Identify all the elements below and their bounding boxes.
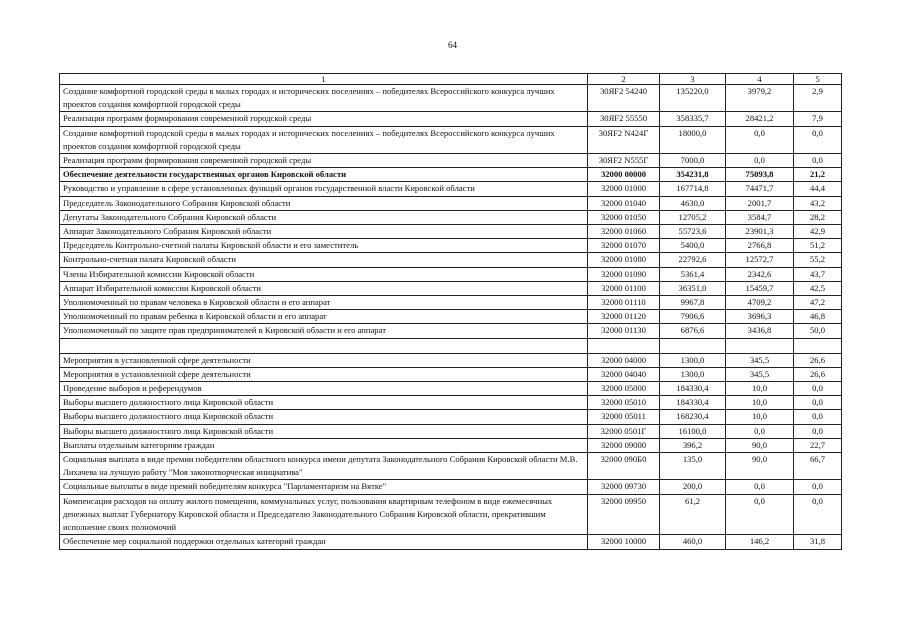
row-value4-cell: 10,0 [726, 382, 794, 396]
row-name-cell: Депутаты Законодательного Собрания Кировской области [60, 210, 588, 224]
row-value5-cell: 0,0 [794, 494, 842, 535]
row-value5-cell: 21,2 [794, 168, 842, 182]
row-value3-cell: 18000,0 [660, 126, 726, 153]
table-row [60, 154, 842, 168]
table-row [60, 112, 842, 126]
row-value4-cell: 3436,8 [726, 324, 794, 338]
table-row [60, 410, 842, 424]
row-name-cell: Компенсация расходов на оплату жилого помещения, коммунальных услуг, пользования квартирным телефоном в виде ежемесячных денежных выплат Губернатору Кировской области и Председателю Законодательного Собрания Кировской области, прекратившим исполнение своих полномочий [60, 494, 588, 535]
row-name-cell: Аппарат Законодательного Собрания Кировской области [60, 225, 588, 239]
row-name-cell: Выборы высшего должностного лица Кировской области [60, 396, 588, 410]
table-row [60, 453, 842, 480]
table-row [60, 396, 842, 410]
row-name-cell: Руководство и управление в сфере установленных функций органов государственной власти Кировской области [60, 182, 588, 196]
row-value4-cell: 90,0 [726, 438, 794, 452]
row-name-cell: Председатель Законодательного Собрания Кировской области [60, 196, 588, 210]
row-name-cell: Выплаты отдельным категориям граждан [60, 438, 588, 452]
row-value4-cell: 4709,2 [726, 296, 794, 310]
row-value3-cell: 135220,0 [660, 85, 726, 112]
row-value4-cell: 0,0 [726, 126, 794, 153]
row-value4-cell: 10,0 [726, 410, 794, 424]
row-value5-cell: 43,2 [794, 196, 842, 210]
row-name-cell: Реализация программ формирования современной городской среды [60, 112, 588, 126]
row-value3-cell: 354231,8 [660, 168, 726, 182]
row-code-cell: 32000 01110 [588, 296, 660, 310]
row-code-cell: 32000 09730 [588, 480, 660, 494]
row-value5-cell: 22,7 [794, 438, 842, 452]
row-code-cell: 32000 01050 [588, 210, 660, 224]
row-value3-cell: 22792,6 [660, 253, 726, 267]
row-value5-cell: 0,0 [794, 424, 842, 438]
row-value3-cell: 6876,6 [660, 324, 726, 338]
row-code-cell: 32000 04040 [588, 367, 660, 381]
row-value4-cell: 28421,2 [726, 112, 794, 126]
row-value5-cell: 55,2 [794, 253, 842, 267]
row-value5-cell: 28,2 [794, 210, 842, 224]
table-row [60, 367, 842, 381]
row-name-cell: Мероприятия в установленной сфере деятельности [60, 353, 588, 367]
row-name-cell: Социальная выплата в виде премии победителям областного конкурса имени депутата Законодательного Собрания Кировской области М.В. Лихачева на лучшую работу "Моя законотворческая инициатива" [60, 453, 588, 480]
row-value5-cell: 42,9 [794, 225, 842, 239]
row-code-cell: 32000 01130 [588, 324, 660, 338]
row-code-cell: 32000 01120 [588, 310, 660, 324]
row-code-cell: 32000 09950 [588, 494, 660, 535]
row-name-cell: Председатель Контрольно-счетной палаты Кировской области и его заместитель [60, 239, 588, 253]
row-code-cell: 32000 01080 [588, 253, 660, 267]
row-value5-cell: 26,6 [794, 353, 842, 367]
row-value5-cell: 46,8 [794, 310, 842, 324]
row-value4-cell: 2001,7 [726, 196, 794, 210]
row-value4-cell: 0,0 [726, 480, 794, 494]
row-value5-cell: 31,8 [794, 535, 842, 549]
row-value4-cell: 345,5 [726, 367, 794, 381]
row-value3-cell: 460,0 [660, 535, 726, 549]
row-value4-cell: 3584,7 [726, 210, 794, 224]
row-value3-cell: 4630,0 [660, 196, 726, 210]
table-row [60, 196, 842, 210]
row-name-cell: Создание комфортной городской среды в малых городах и исторических поселениях – победителях Всероссийского конкурса лучших проектов создания комфортной городской среды [60, 126, 588, 153]
table-row [60, 225, 842, 239]
row-value5-cell: 0,0 [794, 126, 842, 153]
row-value4-cell: 146,2 [726, 535, 794, 549]
row-value4-cell: 0,0 [726, 154, 794, 168]
row-value3-cell: 55723,6 [660, 225, 726, 239]
table-row [60, 535, 842, 549]
table-row [60, 267, 842, 281]
row-code-cell: 32000 05000 [588, 382, 660, 396]
row-value3-cell: 396,2 [660, 438, 726, 452]
table-row [60, 296, 842, 310]
row-value4-cell: 345,5 [726, 353, 794, 367]
row-name-cell: Уполномоченный по защите прав предпринимателей в Кировской области и его аппарат [60, 324, 588, 338]
row-value3-cell: 184330,4 [660, 396, 726, 410]
row-code-cell: 32000 05010 [588, 396, 660, 410]
row-value3-cell: 168230,4 [660, 410, 726, 424]
row-value4-cell: 10,0 [726, 396, 794, 410]
column-header: 4 [726, 74, 794, 85]
row-value5-cell: 2,9 [794, 85, 842, 112]
table-body [60, 85, 842, 550]
table-row [60, 424, 842, 438]
row-value3-cell: 200,0 [660, 480, 726, 494]
row-value5-cell: 0,0 [794, 154, 842, 168]
row-name-cell: Выборы высшего должностного лица Кировской области [60, 410, 588, 424]
row-code-cell: 30ЯF2 N424Г [588, 126, 660, 153]
row-value4-cell: 2766,8 [726, 239, 794, 253]
row-name-cell [60, 338, 588, 353]
row-code-cell: 32000 01060 [588, 225, 660, 239]
row-name-cell: Члены Избирательной комиссии Кировской области [60, 267, 588, 281]
row-value4-cell: 75093,8 [726, 168, 794, 182]
table-row [60, 310, 842, 324]
row-name-cell: Реализация программ формирования современной городской среды [60, 154, 588, 168]
row-value5-cell: 43,7 [794, 267, 842, 281]
column-header: 2 [588, 74, 660, 85]
row-name-cell: Выборы высшего должностного лица Кировской области [60, 424, 588, 438]
table-header-row [60, 74, 842, 85]
row-code-cell: 32000 01000 [588, 182, 660, 196]
row-value3-cell: 9967,8 [660, 296, 726, 310]
row-name-cell: Мероприятия в установленной сфере деятельности [60, 367, 588, 381]
row-value3-cell: 7906,6 [660, 310, 726, 324]
row-value5-cell: 44,4 [794, 182, 842, 196]
row-code-cell: 32000 01040 [588, 196, 660, 210]
table-row [60, 126, 842, 153]
row-code-cell: 32000 01070 [588, 239, 660, 253]
column-header: 5 [794, 74, 842, 85]
row-code-cell: 32000 0501Г [588, 424, 660, 438]
row-value4-cell: 15459,7 [726, 281, 794, 295]
row-value5-cell: 0,0 [794, 396, 842, 410]
row-value4-cell: 12572,7 [726, 253, 794, 267]
row-name-cell: Обеспечение мер социальной поддержки отдельных категорий граждан [60, 535, 588, 549]
row-value4-cell: 2342,6 [726, 267, 794, 281]
table-row [60, 338, 842, 353]
row-value5-cell: 0,0 [794, 410, 842, 424]
row-value3-cell: 12705,2 [660, 210, 726, 224]
row-value5-cell: 47,2 [794, 296, 842, 310]
row-value4-cell: 0,0 [726, 494, 794, 535]
row-value3-cell [660, 338, 726, 353]
table-row [60, 281, 842, 295]
row-value3-cell: 167714,8 [660, 182, 726, 196]
table-row [60, 210, 842, 224]
row-value3-cell: 7000,0 [660, 154, 726, 168]
table-row [60, 382, 842, 396]
row-value5-cell: 66,7 [794, 453, 842, 480]
row-code-cell: 32000 09000 [588, 438, 660, 452]
row-value3-cell: 61,2 [660, 494, 726, 535]
row-code-cell: 30ЯF2 55550 [588, 112, 660, 126]
row-code-cell [588, 338, 660, 353]
row-value3-cell: 5400,0 [660, 239, 726, 253]
row-value4-cell: 0,0 [726, 424, 794, 438]
table-row [60, 182, 842, 196]
table-row [60, 353, 842, 367]
row-value5-cell: 42,5 [794, 281, 842, 295]
row-value3-cell: 1300,0 [660, 367, 726, 381]
table-row [60, 85, 842, 112]
row-value5-cell: 50,0 [794, 324, 842, 338]
row-value4-cell [726, 338, 794, 353]
row-value3-cell: 135,0 [660, 453, 726, 480]
row-name-cell: Аппарат Избирательной комиссии Кировской области [60, 281, 588, 295]
table-row [60, 253, 842, 267]
row-name-cell: Уполномоченный по правам человека в Кировской области и его аппарат [60, 296, 588, 310]
row-value3-cell: 184330,4 [660, 382, 726, 396]
row-value5-cell [794, 338, 842, 353]
column-header: 3 [660, 74, 726, 85]
row-value4-cell: 23901,3 [726, 225, 794, 239]
row-name-cell: Создание комфортной городской среды в малых городах и исторических поселениях – победителях Всероссийского конкурса лучших проектов создания комфортной городской среды [60, 85, 588, 112]
row-code-cell: 32000 00000 [588, 168, 660, 182]
row-code-cell: 32000 10000 [588, 535, 660, 549]
row-code-cell: 32000 04000 [588, 353, 660, 367]
table-row [60, 438, 842, 452]
row-value3-cell: 36351,0 [660, 281, 726, 295]
budget-table [59, 73, 842, 550]
row-value4-cell: 3696,3 [726, 310, 794, 324]
row-value4-cell: 74471,7 [726, 182, 794, 196]
row-name-cell: Проведение выборов и референдумов [60, 382, 588, 396]
row-value4-cell: 90,0 [726, 453, 794, 480]
page-number: 64 [448, 40, 457, 50]
row-name-cell: Обеспечение деятельности государственных органов Кировской области [60, 168, 588, 182]
row-value3-cell: 16100,0 [660, 424, 726, 438]
row-name-cell: Контрольно-счетная палата Кировской области [60, 253, 588, 267]
row-code-cell: 30ЯF2 N555Г [588, 154, 660, 168]
row-value3-cell: 1300,0 [660, 353, 726, 367]
table-row [60, 480, 842, 494]
row-code-cell: 32000 01090 [588, 267, 660, 281]
row-name-cell: Уполномоченный по правам ребенка в Кировской области и его аппарат [60, 310, 588, 324]
row-value4-cell: 3979,2 [726, 85, 794, 112]
row-value5-cell: 26,6 [794, 367, 842, 381]
row-value5-cell: 51,2 [794, 239, 842, 253]
row-value5-cell: 7,9 [794, 112, 842, 126]
row-value5-cell: 0,0 [794, 480, 842, 494]
row-value3-cell: 358335,7 [660, 112, 726, 126]
column-header: 1 [60, 74, 588, 85]
table-row [60, 494, 842, 535]
row-code-cell: 32000 01100 [588, 281, 660, 295]
table-row [60, 324, 842, 338]
row-name-cell: Социальные выплаты в виде премий победителям конкурса "Парламентаризм на Вятке" [60, 480, 588, 494]
table-row [60, 168, 842, 182]
row-code-cell: 32000 05011 [588, 410, 660, 424]
row-code-cell: 30ЯF2 54240 [588, 85, 660, 112]
row-code-cell: 32000 090Б0 [588, 453, 660, 480]
row-value5-cell: 0,0 [794, 382, 842, 396]
row-value3-cell: 5361,4 [660, 267, 726, 281]
table-row [60, 239, 842, 253]
